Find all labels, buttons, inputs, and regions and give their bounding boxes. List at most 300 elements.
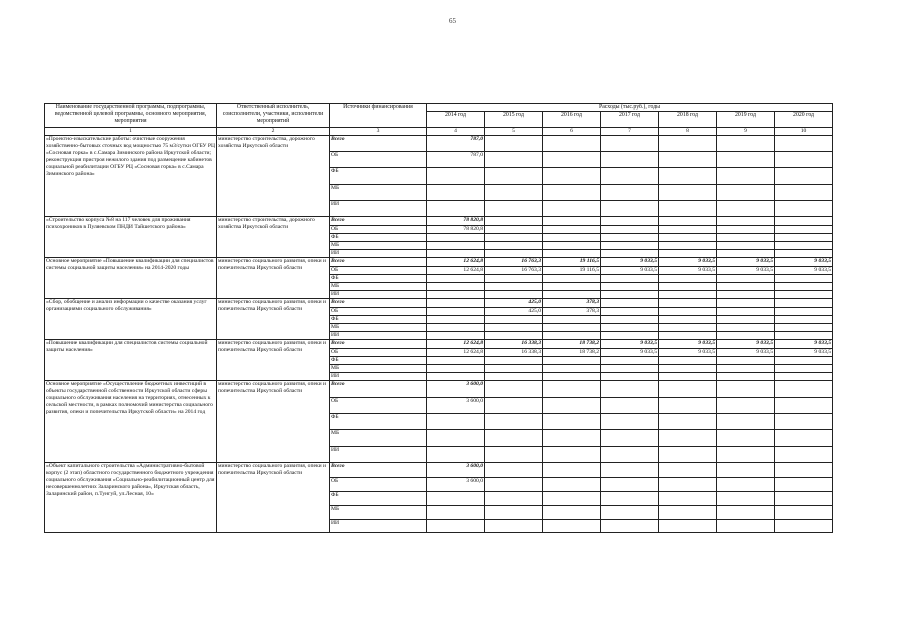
expense-value: 16 763,3: [485, 258, 543, 267]
funding-source: Всего: [330, 463, 427, 478]
expense-value: [659, 234, 717, 242]
funding-source: ФБ: [330, 275, 427, 283]
expense-value: [775, 299, 833, 308]
expense-value: [601, 316, 659, 324]
expense-value: [659, 185, 717, 201]
expense-value: [717, 381, 775, 398]
expense-value: [543, 201, 601, 217]
expense-value: 12 624,8: [427, 340, 485, 349]
expense-value: [659, 478, 717, 492]
expense-value: 3 600,0: [427, 398, 485, 414]
expense-value: [601, 201, 659, 217]
expense-value: [601, 398, 659, 414]
expense-value: [659, 316, 717, 324]
expense-value: [601, 299, 659, 308]
expense-value: [543, 324, 601, 332]
expense-value: [659, 250, 717, 258]
expense-value: [659, 365, 717, 373]
table-row: [45, 340, 833, 349]
expense-value: [427, 242, 485, 250]
funding-source: МБ: [330, 506, 427, 520]
expense-value: [427, 324, 485, 332]
column-number: 4: [427, 128, 485, 136]
expense-value: [775, 275, 833, 283]
expense-value: [717, 324, 775, 332]
expense-value: 3 600,0: [427, 381, 485, 398]
expense-value: [659, 447, 717, 463]
expense-value: [485, 217, 543, 226]
expense-value: [485, 398, 543, 414]
expense-value: [717, 492, 775, 506]
expense-value: [717, 283, 775, 291]
expense-value: 425,0: [485, 308, 543, 316]
expense-value: [717, 365, 775, 373]
table-row: [45, 381, 833, 398]
funding-source: Всего: [330, 136, 427, 152]
expense-value: [427, 316, 485, 324]
expense-value: [775, 492, 833, 506]
funding-source: ОБ: [330, 398, 427, 414]
expense-value: [775, 201, 833, 217]
expense-value: [427, 492, 485, 506]
table-row: [45, 299, 833, 308]
expense-value: [717, 299, 775, 308]
column-number: 7: [601, 128, 659, 136]
expense-value: [659, 226, 717, 234]
expense-value: [427, 414, 485, 430]
expense-value: [775, 520, 833, 533]
expense-value: [485, 430, 543, 447]
expense-value: [717, 447, 775, 463]
expense-value: [543, 430, 601, 447]
header-year: 2018 год: [659, 112, 717, 128]
expense-value: [659, 217, 717, 226]
expense-value: [601, 242, 659, 250]
expense-value: 9 033,5: [601, 340, 659, 349]
expense-value: 12 624,8: [427, 258, 485, 267]
expense-value: [775, 250, 833, 258]
expense-value: [659, 201, 717, 217]
expense-value: [659, 430, 717, 447]
expense-value: [543, 414, 601, 430]
funding-source: ОБ: [330, 226, 427, 234]
funding-source: ФБ: [330, 168, 427, 185]
expense-value: [659, 463, 717, 478]
expense-value: [427, 234, 485, 242]
expense-value: [775, 430, 833, 447]
funding-source: Всего: [330, 299, 427, 308]
expense-value: [427, 365, 485, 373]
expense-value: [717, 520, 775, 533]
expense-value: 9 033,5: [775, 267, 833, 275]
expense-value: 9 033,5: [659, 258, 717, 267]
header-year: 2014 год: [427, 112, 485, 128]
table-row: [45, 217, 833, 226]
expense-value: [485, 478, 543, 492]
expense-value: [485, 152, 543, 168]
expense-value: [775, 316, 833, 324]
funding-source: МБ: [330, 365, 427, 373]
measure-name: «Строительство корпуса №8 на 117 человек для проживания психохроников в Пуляевском ПНДИ Тайшетского района»: [45, 217, 217, 258]
expense-value: [775, 398, 833, 414]
expense-value: [543, 520, 601, 533]
expense-value: [659, 299, 717, 308]
expense-value: [543, 357, 601, 365]
measure-name: «Проектно-изыскательские работы: очистные сооружения хозяйственно-бытовых сточных вод мощностью 75 м3/сутки ОГБУ РЦ «Сосновая горка» в с.Самара Зиминского района Иркутской области; реконструкция пристроя нежилого здания под размещение кабинетов социальной реабилитации ОГБУ РЦ «Сосновая горка» в с.Самара Зиминского района»: [45, 136, 217, 217]
expense-value: [601, 324, 659, 332]
table-row: [45, 463, 833, 478]
header-source: Источники финансирования: [330, 104, 427, 128]
measure-executor: министерство социального развития, опеки и попечительства Иркутской области: [217, 340, 330, 381]
header-executor: Ответственный исполнитель, соисполнители, участники, исполнители мероприятий: [217, 104, 330, 128]
expense-value: 9 033,5: [717, 267, 775, 275]
expense-value: [601, 226, 659, 234]
expense-value: [717, 463, 775, 478]
expense-value: [659, 275, 717, 283]
expense-value: 19 116,5: [543, 258, 601, 267]
expense-value: [775, 234, 833, 242]
expense-value: [717, 168, 775, 185]
expense-value: [717, 430, 775, 447]
expense-value: [659, 381, 717, 398]
expense-value: [717, 316, 775, 324]
expense-value: 16 338,3: [485, 349, 543, 357]
expense-value: [601, 447, 659, 463]
funding-source: ИИ: [330, 332, 427, 340]
expense-value: [543, 478, 601, 492]
expense-value: 3 600,0: [427, 478, 485, 492]
measure-name: Основное мероприятие «Осуществление бюджетных инвестиций в объекты государственной собственности Иркутской области сферы социального обслуживания населения на территориях, отнесенных к сельской местности, в рамках полномочий министерства социального развития, опеки и попечительства Иркутской области» на 2014 год: [45, 381, 217, 463]
funding-source: ФБ: [330, 316, 427, 324]
expense-value: [659, 492, 717, 506]
funding-source: ОБ: [330, 267, 427, 275]
financing-table: [44, 103, 833, 533]
expense-value: [543, 463, 601, 478]
expense-value: [717, 332, 775, 340]
page-number: 65: [449, 17, 456, 25]
measure-name: Основное мероприятие «Повышение квалификации для специалистов системы социальной защиты населения» на 2014-2020 годы: [45, 258, 217, 299]
funding-source: ИИ: [330, 291, 427, 299]
column-number: 9: [717, 128, 775, 136]
expense-value: [601, 381, 659, 398]
expense-value: [485, 463, 543, 478]
funding-source: ИИ: [330, 373, 427, 381]
funding-source: ИИ: [330, 520, 427, 533]
expense-value: 9 033,5: [601, 258, 659, 267]
expense-value: [485, 365, 543, 373]
expense-value: 78 820,8: [427, 217, 485, 226]
expense-value: 425,0: [485, 299, 543, 308]
funding-source: ФБ: [330, 234, 427, 242]
expense-value: [543, 185, 601, 201]
expense-value: 9 033,5: [717, 258, 775, 267]
expense-value: [543, 447, 601, 463]
expense-value: [485, 250, 543, 258]
expense-value: [717, 250, 775, 258]
expense-value: 3 600,0: [427, 463, 485, 478]
expense-value: [601, 430, 659, 447]
expense-value: [543, 152, 601, 168]
expense-value: 378,3: [543, 308, 601, 316]
header-year: 2020 год: [775, 112, 833, 128]
funding-source: ИИ: [330, 447, 427, 463]
expense-value: [775, 308, 833, 316]
expense-value: [427, 308, 485, 316]
expense-value: [543, 136, 601, 152]
expense-value: 9 033,5: [775, 340, 833, 349]
expense-value: 78 820,8: [427, 226, 485, 234]
expense-value: [717, 242, 775, 250]
expense-value: [775, 463, 833, 478]
expense-value: [659, 357, 717, 365]
funding-source: Всего: [330, 258, 427, 267]
measure-executor: министерство социального развития, опеки и попечительства Иркутской области: [217, 463, 330, 533]
expense-value: [427, 373, 485, 381]
expense-value: [427, 275, 485, 283]
expense-value: 787,0: [427, 152, 485, 168]
expense-value: [775, 357, 833, 365]
expense-value: [775, 332, 833, 340]
expense-value: [485, 316, 543, 324]
expense-value: [601, 234, 659, 242]
expense-value: [775, 373, 833, 381]
expense-value: [717, 414, 775, 430]
expense-value: 19 116,5: [543, 267, 601, 275]
expense-value: [775, 226, 833, 234]
expense-value: [601, 478, 659, 492]
expense-value: [717, 275, 775, 283]
expense-value: [659, 152, 717, 168]
expense-value: [485, 185, 543, 201]
funding-source: ОБ: [330, 349, 427, 357]
expense-value: [485, 291, 543, 299]
expense-value: [775, 414, 833, 430]
column-number-row: [45, 128, 833, 136]
expense-value: [659, 398, 717, 414]
expense-value: [775, 506, 833, 520]
expense-value: [543, 275, 601, 283]
expense-value: [775, 152, 833, 168]
expense-value: [485, 201, 543, 217]
expense-value: [427, 299, 485, 308]
expense-value: [601, 136, 659, 152]
expense-value: [485, 168, 543, 185]
funding-source: МБ: [330, 242, 427, 250]
expense-value: [427, 168, 485, 185]
expense-value: [717, 234, 775, 242]
expense-value: [427, 447, 485, 463]
expense-value: [717, 398, 775, 414]
expense-value: [717, 357, 775, 365]
expense-value: [485, 506, 543, 520]
expense-value: [717, 506, 775, 520]
expense-value: [717, 373, 775, 381]
expense-value: [543, 168, 601, 185]
expense-value: [485, 492, 543, 506]
expense-value: [717, 226, 775, 234]
funding-source: ФБ: [330, 357, 427, 365]
expense-value: [427, 283, 485, 291]
funding-source: МБ: [330, 430, 427, 447]
expense-value: 9 033,5: [601, 349, 659, 357]
expense-value: 9 033,5: [659, 267, 717, 275]
expense-value: [427, 430, 485, 447]
expense-value: [601, 463, 659, 478]
expense-value: [427, 506, 485, 520]
funding-source: МБ: [330, 324, 427, 332]
funding-source: ФБ: [330, 492, 427, 506]
expense-value: [775, 365, 833, 373]
measure-executor: министерство социального развития, опеки и попечительства Иркутской области: [217, 381, 330, 463]
column-number: 6: [543, 128, 601, 136]
column-number: 10: [775, 128, 833, 136]
column-number: 2: [217, 128, 330, 136]
expense-value: [427, 291, 485, 299]
expense-value: [543, 316, 601, 324]
expense-value: 12 624,8: [427, 267, 485, 275]
funding-source: ОБ: [330, 308, 427, 316]
expense-value: [485, 357, 543, 365]
table-row: [45, 136, 833, 152]
expense-value: [775, 291, 833, 299]
expense-value: [717, 185, 775, 201]
funding-source: ОБ: [330, 152, 427, 168]
measure-name: «Объект капитального строительства «Административно-бытовой корпус (2 этап) областного государственного бюджетного учреждения социального обслуживания «Социально-реабилитационный центр для несовершеннолетних Заларинского района», Иркутская область, Заларинский район, п.Тунгуй, ул.Лесная, 10»: [45, 463, 217, 533]
expense-value: [775, 381, 833, 398]
measure-executor: министерство строительства, дорожного хозяйства Иркутской области: [217, 217, 330, 258]
header-year: 2017 год: [601, 112, 659, 128]
expense-value: [601, 365, 659, 373]
expense-value: [543, 226, 601, 234]
expense-value: [775, 168, 833, 185]
header-year: 2019 год: [717, 112, 775, 128]
expense-value: [775, 136, 833, 152]
expense-value: [543, 250, 601, 258]
expense-value: [659, 291, 717, 299]
expense-value: [659, 332, 717, 340]
funding-source: ИИ: [330, 250, 427, 258]
expense-value: [775, 242, 833, 250]
expense-value: [543, 291, 601, 299]
expense-value: [485, 275, 543, 283]
expense-value: [543, 242, 601, 250]
measure-executor: министерство строительства, дорожного хозяйства Иркутской области: [217, 136, 330, 217]
expense-value: [659, 308, 717, 316]
expense-value: [427, 201, 485, 217]
expense-value: [543, 398, 601, 414]
expense-value: [543, 234, 601, 242]
expense-value: [775, 324, 833, 332]
expense-value: [659, 136, 717, 152]
funding-source: ОБ: [330, 478, 427, 492]
expense-value: [717, 217, 775, 226]
expense-value: [601, 506, 659, 520]
expense-value: [485, 332, 543, 340]
expense-value: [543, 365, 601, 373]
expense-value: [775, 283, 833, 291]
expense-value: [427, 250, 485, 258]
table-row: [45, 258, 833, 267]
expense-value: 9 033,5: [775, 349, 833, 357]
expense-value: [601, 152, 659, 168]
measure-executor: министерство социального развития, опеки и попечительства Иркутской области: [217, 258, 330, 299]
column-number: 5: [485, 128, 543, 136]
expense-value: [659, 414, 717, 430]
expense-value: 9 033,5: [717, 340, 775, 349]
expense-value: [659, 168, 717, 185]
expense-value: [485, 234, 543, 242]
expense-value: [601, 357, 659, 365]
expense-value: [717, 291, 775, 299]
expense-value: [601, 308, 659, 316]
expense-value: [775, 185, 833, 201]
expense-value: [601, 492, 659, 506]
expense-value: [485, 381, 543, 398]
expense-value: [659, 242, 717, 250]
expense-value: [543, 283, 601, 291]
funding-source: МБ: [330, 283, 427, 291]
expense-value: 9 033,5: [601, 267, 659, 275]
expense-value: [485, 447, 543, 463]
expense-value: 9 033,5: [717, 349, 775, 357]
expense-value: [601, 168, 659, 185]
measure-name: «Повышение квалификации для специалистов системы социальной защиты населения»: [45, 340, 217, 381]
expense-value: [601, 283, 659, 291]
expense-value: 9 033,5: [659, 340, 717, 349]
expense-value: [543, 381, 601, 398]
expense-value: [717, 152, 775, 168]
expense-value: [659, 283, 717, 291]
expense-value: [543, 492, 601, 506]
measure-executor: министерство социального развития, опеки и попечительства Иркутской области: [217, 299, 330, 340]
expense-value: [659, 373, 717, 381]
expense-value: [427, 357, 485, 365]
expense-value: [485, 136, 543, 152]
funding-source: МБ: [330, 185, 427, 201]
expense-value: 16 338,3: [485, 340, 543, 349]
expense-value: [543, 332, 601, 340]
expense-value: [485, 242, 543, 250]
expense-value: [717, 478, 775, 492]
expense-value: [659, 324, 717, 332]
header-expenses: Расходы (тыс.руб.), годы: [427, 104, 833, 112]
expense-value: [427, 185, 485, 201]
expense-value: [601, 217, 659, 226]
expense-value: 9 033,5: [659, 349, 717, 357]
column-number: 1: [45, 128, 217, 136]
expense-value: 9 033,5: [775, 258, 833, 267]
header-name: Наименование государственной программы, подпрограммы, ведомственной целевой программы, основного мероприятия, мероприятия: [45, 104, 217, 128]
funding-source: ИИ: [330, 201, 427, 217]
expense-value: 378,3: [543, 299, 601, 308]
expense-value: [717, 201, 775, 217]
funding-source: ФБ: [330, 414, 427, 430]
expense-value: [601, 250, 659, 258]
expense-value: 12 624,8: [427, 349, 485, 357]
expense-value: [601, 373, 659, 381]
expense-value: [601, 332, 659, 340]
funding-source: Всего: [330, 381, 427, 398]
funding-source: Всего: [330, 340, 427, 349]
expense-value: 18 738,2: [543, 349, 601, 357]
expense-value: [717, 136, 775, 152]
expense-value: [601, 291, 659, 299]
expense-value: [543, 217, 601, 226]
expense-value: [601, 520, 659, 533]
expense-value: [543, 373, 601, 381]
expense-value: [427, 520, 485, 533]
header-year: 2015 год: [485, 112, 543, 128]
